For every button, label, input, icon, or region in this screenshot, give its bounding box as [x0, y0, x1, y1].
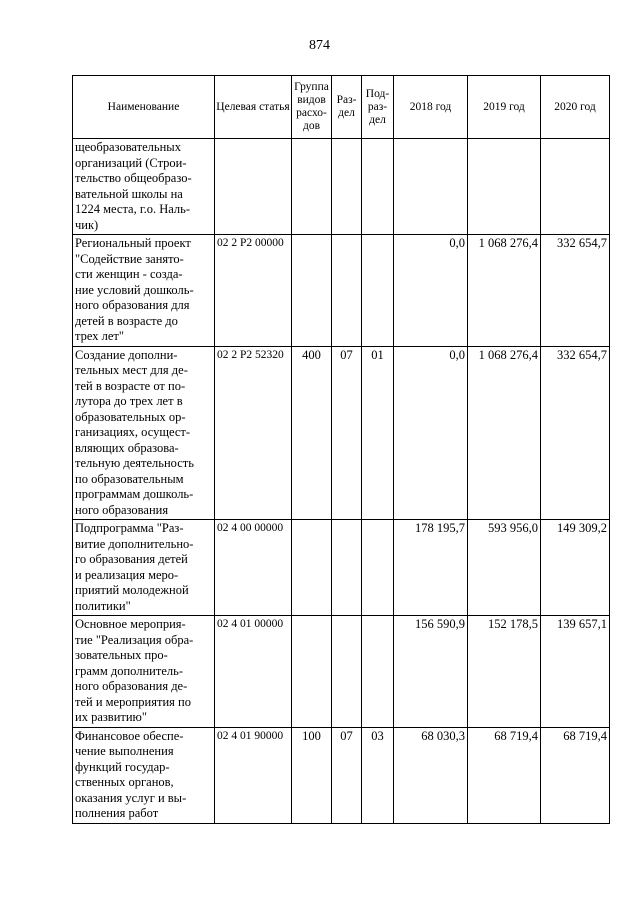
header-target: Целевая статья [215, 76, 292, 139]
row-name: Региональный проект "Содействие занято- сти женщин - созда- ние условий дошколь- ного образования для детей в возрасте до трех лет" [73, 235, 215, 347]
row-2020: 149 309,2 [541, 520, 610, 616]
row-2019: 68 719,4 [468, 727, 541, 823]
row-section [332, 139, 362, 235]
row-group: 100 [292, 727, 332, 823]
header-row [73, 76, 610, 139]
row-subsection [362, 139, 394, 235]
header-subsection: Под-раз-дел [362, 76, 394, 139]
row-target: 02 4 01 90000 [215, 727, 292, 823]
row-name: щеобразовательных организаций (Строи- тельство общеобразо- вательной школы на 1224 места, г.о. Наль- чик) [73, 139, 215, 235]
table-row [73, 616, 610, 728]
row-2020: 139 657,1 [541, 616, 610, 728]
budget-table [72, 75, 610, 824]
row-subsection: 03 [362, 727, 394, 823]
row-2018: 0,0 [394, 346, 468, 520]
header-2019: 2019 год [468, 76, 541, 139]
page-number: 874 [309, 38, 330, 53]
row-2019 [468, 139, 541, 235]
row-2018 [394, 139, 468, 235]
row-name: Создание дополни- тельных мест для де- тей в возрасте от по- лутора до трех лет в образовательных ор- ганизациях, осущест- вляющих образова- тельную деятельность по образовательным программам дошколь- ного образования [73, 346, 215, 520]
row-name: Финансовое обеспе- чение выполнения функций государ- ственных органов, оказания услуг и вы- полнения работ [73, 727, 215, 823]
row-subsection [362, 235, 394, 347]
table-row [73, 346, 610, 520]
row-target [215, 139, 292, 235]
row-section: 07 [332, 727, 362, 823]
row-name: Подпрограмма "Раз- витие дополнительно- го образования детей и реализация меро- приятий молодежной политики" [73, 520, 215, 616]
table-row [73, 520, 610, 616]
header-name: Наименование [73, 76, 215, 139]
row-2019: 1 068 276,4 [468, 235, 541, 347]
row-group [292, 520, 332, 616]
row-2019: 1 068 276,4 [468, 346, 541, 520]
row-target: 02 4 01 00000 [215, 616, 292, 728]
row-2018: 156 590,9 [394, 616, 468, 728]
table-row [73, 235, 610, 347]
table-row [73, 727, 610, 823]
row-2018: 68 030,3 [394, 727, 468, 823]
row-section [332, 235, 362, 347]
row-2019: 152 178,5 [468, 616, 541, 728]
header-section: Раз-дел [332, 76, 362, 139]
row-section [332, 616, 362, 728]
row-target: 02 2 P2 00000 [215, 235, 292, 347]
row-2018: 178 195,7 [394, 520, 468, 616]
row-2020 [541, 139, 610, 235]
row-2020: 332 654,7 [541, 346, 610, 520]
row-target: 02 2 P2 52320 [215, 346, 292, 520]
row-group [292, 235, 332, 347]
row-section [332, 520, 362, 616]
row-2020: 68 719,4 [541, 727, 610, 823]
row-group [292, 139, 332, 235]
row-target: 02 4 00 00000 [215, 520, 292, 616]
row-subsection: 01 [362, 346, 394, 520]
row-2019: 593 956,0 [468, 520, 541, 616]
row-group [292, 616, 332, 728]
row-name: Основное мероприя- тие "Реализация обра- зовательных про- грамм дополнитель- ного образования де- тей и мероприятия по их развитию" [73, 616, 215, 728]
table-row [73, 139, 610, 235]
row-subsection [362, 616, 394, 728]
row-subsection [362, 520, 394, 616]
header-group: Группа видов расхо-дов [292, 76, 332, 139]
row-2020: 332 654,7 [541, 235, 610, 347]
header-2020: 2020 год [541, 76, 610, 139]
header-2018: 2018 год [394, 76, 468, 139]
row-group: 400 [292, 346, 332, 520]
row-2018: 0,0 [394, 235, 468, 347]
row-section: 07 [332, 346, 362, 520]
